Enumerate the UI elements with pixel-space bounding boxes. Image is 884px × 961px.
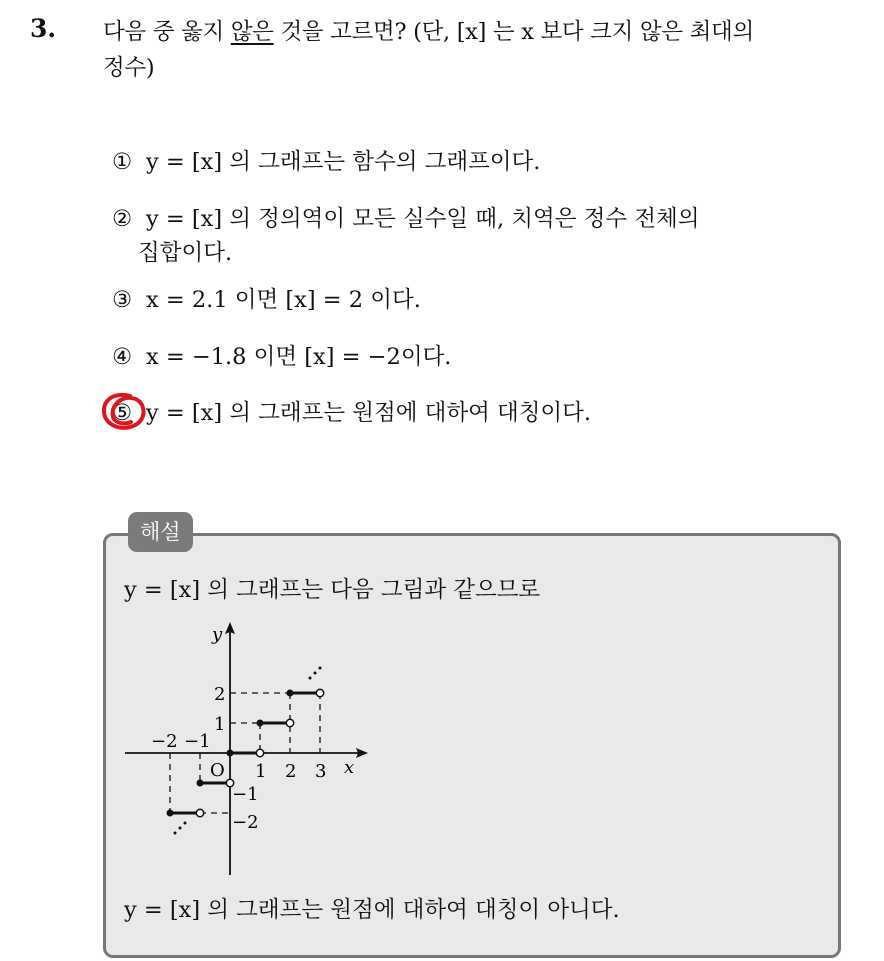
choice-5[interactable] xyxy=(112,396,591,430)
closed-point-1 xyxy=(257,720,264,727)
closed-point-neg1 xyxy=(197,780,204,787)
question-text-part1: 다음 중 옳지 xyxy=(103,19,231,45)
open-point-3 xyxy=(316,689,323,696)
question-number: 3. xyxy=(30,14,57,43)
question-text-line2: 정수) xyxy=(103,55,155,81)
question-text xyxy=(103,14,873,86)
choice-1-text: y = [x] 의 그래프는 함수의 그래프이다. xyxy=(146,149,541,175)
y-tick-neg2: −2 xyxy=(232,812,259,833)
choice-4-mark: ④ xyxy=(112,344,133,370)
origin-label: O xyxy=(210,760,225,781)
x-tick-2: 2 xyxy=(285,761,297,782)
choice-4[interactable] xyxy=(112,340,451,374)
choice-2-continuation: 집합이다. xyxy=(138,240,233,266)
closed-point-0 xyxy=(227,750,234,757)
question-text-part2: 것을 고르면? (단, [x] 는 x 보다 크지 않은 최대의 xyxy=(273,19,754,45)
choice-1[interactable] xyxy=(112,145,540,179)
choice-3-text: x = 2.1 이면 [x] = 2 이다. xyxy=(146,287,421,313)
x-tick-neg2: −2 xyxy=(151,731,178,752)
closed-point-2 xyxy=(287,690,294,697)
choice-3-mark: ③ xyxy=(112,287,133,313)
choice-2-mark: ② xyxy=(112,206,133,232)
y-tick-2: 2 xyxy=(214,684,226,705)
choice-3[interactable] xyxy=(112,283,421,317)
choice-5-mark: ⑤ xyxy=(112,400,133,426)
choice-2-text: y = [x] 의 정의역이 모든 실수일 때, 치역은 정수 전체의 xyxy=(146,206,700,232)
closed-point-neg2 xyxy=(167,810,174,817)
choice-1-mark: ① xyxy=(112,149,133,175)
solution-line-1: y = [x] 의 그래프는 다음 그림과 같으므로 xyxy=(124,577,541,603)
y-tick-neg1: −1 xyxy=(232,784,259,805)
open-point-neg1 xyxy=(196,809,203,816)
y-tick-1: 1 xyxy=(214,714,226,735)
x-axis-label: x xyxy=(344,757,355,778)
x-tick-neg1: −1 xyxy=(184,731,211,752)
solution-line-2: y = [x] 의 그래프는 원점에 대하여 대칭이 아니다. xyxy=(124,897,620,923)
floor-function-graph xyxy=(120,620,380,880)
y-axis-label: y xyxy=(212,624,223,645)
solution-tag: 해설 xyxy=(128,512,193,552)
choice-5-text: y = [x] 의 그래프는 원점에 대하여 대칭이다. xyxy=(146,400,592,426)
answer-circle-mark xyxy=(100,390,152,434)
question-underlined-word: 않은 xyxy=(230,19,274,45)
choice-4-text: x = −1.8 이면 [x] = −2이다. xyxy=(146,344,452,370)
x-tick-3: 3 xyxy=(315,761,327,782)
choice-2[interactable] xyxy=(112,202,699,270)
open-point-1 xyxy=(256,749,263,756)
open-point-2 xyxy=(286,719,293,726)
x-tick-1: 1 xyxy=(255,761,267,782)
